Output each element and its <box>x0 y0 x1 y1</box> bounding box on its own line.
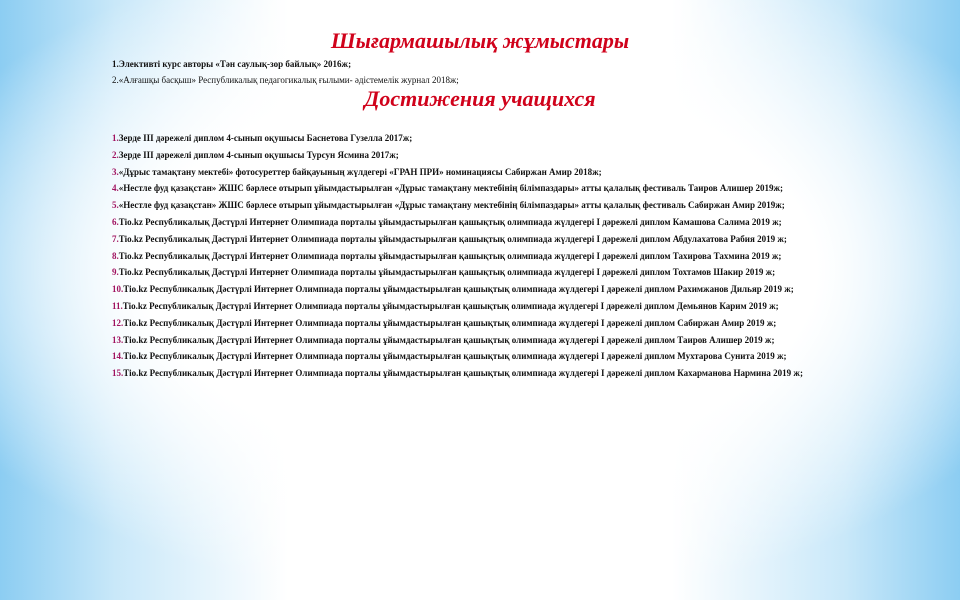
achievement-number: 6. <box>112 216 119 227</box>
achievement-number: 3. <box>112 166 119 177</box>
achievement-text: «Нестле фуд қазақстан» ЖШС бәрлесе отырып ұйымдастырылған «Дұрыс тамақтану мектебінің білімпаздары» атты қалалық фестиваль Таиров Алишер 2019ж; <box>118 183 783 194</box>
creative-works-list <box>112 56 459 88</box>
achievement-number: 14. <box>112 351 124 362</box>
achievement-item <box>112 214 848 231</box>
achievement-number: 15. <box>112 368 124 379</box>
achievement-text: Tio.kz Республикалық Дәстүрлі Интернет Олимпиада порталы ұйымдастырылған қашықтық олимпиада жүлдегері I дәрежелі диплом Рахимжанов Дильяр 2019 ж; <box>123 284 794 295</box>
achievement-text: Зерде III дәрежелі диплом 4-сынып оқушысы Турсун Ясмина 2017ж; <box>118 149 399 160</box>
achievement-number: 4. <box>112 183 119 194</box>
achievement-text: Зерде III дәрежелі диплом 4-сынып оқушысы Баснетова Гузелла 2017ж; <box>118 133 413 143</box>
achievement-item <box>112 248 848 265</box>
achievement-number: 13. <box>112 334 124 345</box>
achievement-number: 2. <box>112 149 119 160</box>
achievement-item <box>112 298 848 315</box>
achievements-title: Достижения учащихся <box>364 86 596 111</box>
achievement-item <box>112 180 848 197</box>
achievement-item <box>112 281 848 298</box>
achievement-text: Tio.kz Республикалық Дәстүрлі Интернет Олимпиада порталы ұйымдастырылған қашықтық олимпиада жүлдегері I дәрежелі диплом Абдулахатова Рабия 2019 ж; <box>118 233 787 244</box>
achievement-text: Tio.kz Республикалық Дәстүрлі Интернет Олимпиада порталы ұйымдастырылған қашықтық олимпиада жүлдегері I дәрежелі диплом Сабиржан Амир 2019 ж; <box>123 317 777 328</box>
achievement-item <box>112 365 848 382</box>
achievement-item <box>112 130 848 147</box>
achievement-number: 12. <box>112 317 124 328</box>
creative-works-title: Шығармашылық жұмыстары <box>330 28 630 53</box>
achievement-number: 8. <box>112 250 119 261</box>
achievement-text: Tio.kz Республикалық Дәстүрлі Интернет Олимпиада порталы ұйымдастырылған қашықтық олимпиада жүлдегері I дәрежелі диплом Мухтарова Сунита 2019 ж; <box>123 351 787 362</box>
achievement-item <box>112 164 848 181</box>
achievement-text: Tio.kz Республикалық Дәстүрлі Интернет Олимпиада порталы ұйымдастырылған қашықтық олимпиада жүлдегері I дәрежелі диплом Демьянов Карим 2019 ж; <box>122 300 779 311</box>
achievement-item <box>112 315 848 332</box>
achievement-text: Tio.kz Республикалық Дәстүрлі Интернет Олимпиада порталы ұйымдастырылған қашықтық олимпиада жүлдегері I дәрежелі диплом Тохтамов Шакир 2019 ж; <box>118 267 776 278</box>
achievement-text: Tio.kz Республикалық Дәстүрлі Интернет Олимпиада порталы ұйымдастырылған қашықтық олимпиада жүлдегері I дәрежелі диплом Кахарманова Нармина 2019 ж; <box>123 368 803 379</box>
creative-work-1: 1.Элективті курс авторы «Тән саулық-зор байлық» 2016ж; <box>112 59 352 69</box>
achievement-item <box>112 332 848 349</box>
achievement-item <box>112 264 848 281</box>
achievement-number: 7. <box>112 233 119 244</box>
achievement-text: Tio.kz Республикалық Дәстүрлі Интернет Олимпиада порталы ұйымдастырылған қашықтық олимпиада жүлдегері I дәрежелі диплом Таиров Алишер 2019 ж; <box>123 334 775 345</box>
achievement-item <box>112 197 848 214</box>
achievement-text: «Нестле фуд қазақстан» ЖШС бәрлесе отырып ұйымдастырылған «Дұрыс тамақтану мектебінің білімпаздары» атты қалалық фестиваль Сабиржан Амир 2019ж; <box>118 200 785 211</box>
achievement-number: 9. <box>112 267 119 278</box>
achievement-item <box>112 231 848 248</box>
achievement-text: Tio.kz Республикалық Дәстүрлі Интернет Олимпиада порталы ұйымдастырылған қашықтық олимпиада жүлдегері I дәрежелі диплом Камашова Салима 2019 ж; <box>118 216 782 227</box>
achievements-list <box>112 130 848 382</box>
achievement-item <box>112 147 848 164</box>
achievement-number: 1. <box>112 133 119 143</box>
achievement-item <box>112 348 848 365</box>
achievement-number: 11. <box>112 300 123 311</box>
achievement-text: «Дұрыс тамақтану мектебі» фотосуреттер байқауының жүлдегері «ГРАН ПРИ» номинациясы Сабиржан Амир 2018ж; <box>118 166 602 177</box>
achievement-number: 5. <box>112 200 119 211</box>
achievement-text: Tio.kz Республикалық Дәстүрлі Интернет Олимпиада порталы ұйымдастырылған қашықтық олимпиада жүлдегері I дәрежелі диплом Тахирова Тахмина 2019 ж; <box>118 250 782 261</box>
creative-work-2: 2.«Алғашқы басқыш» Республикалық педагогикалық ғылыми- әдістемелік журнал 2018ж; <box>112 75 459 85</box>
achievement-number: 10. <box>112 284 124 295</box>
